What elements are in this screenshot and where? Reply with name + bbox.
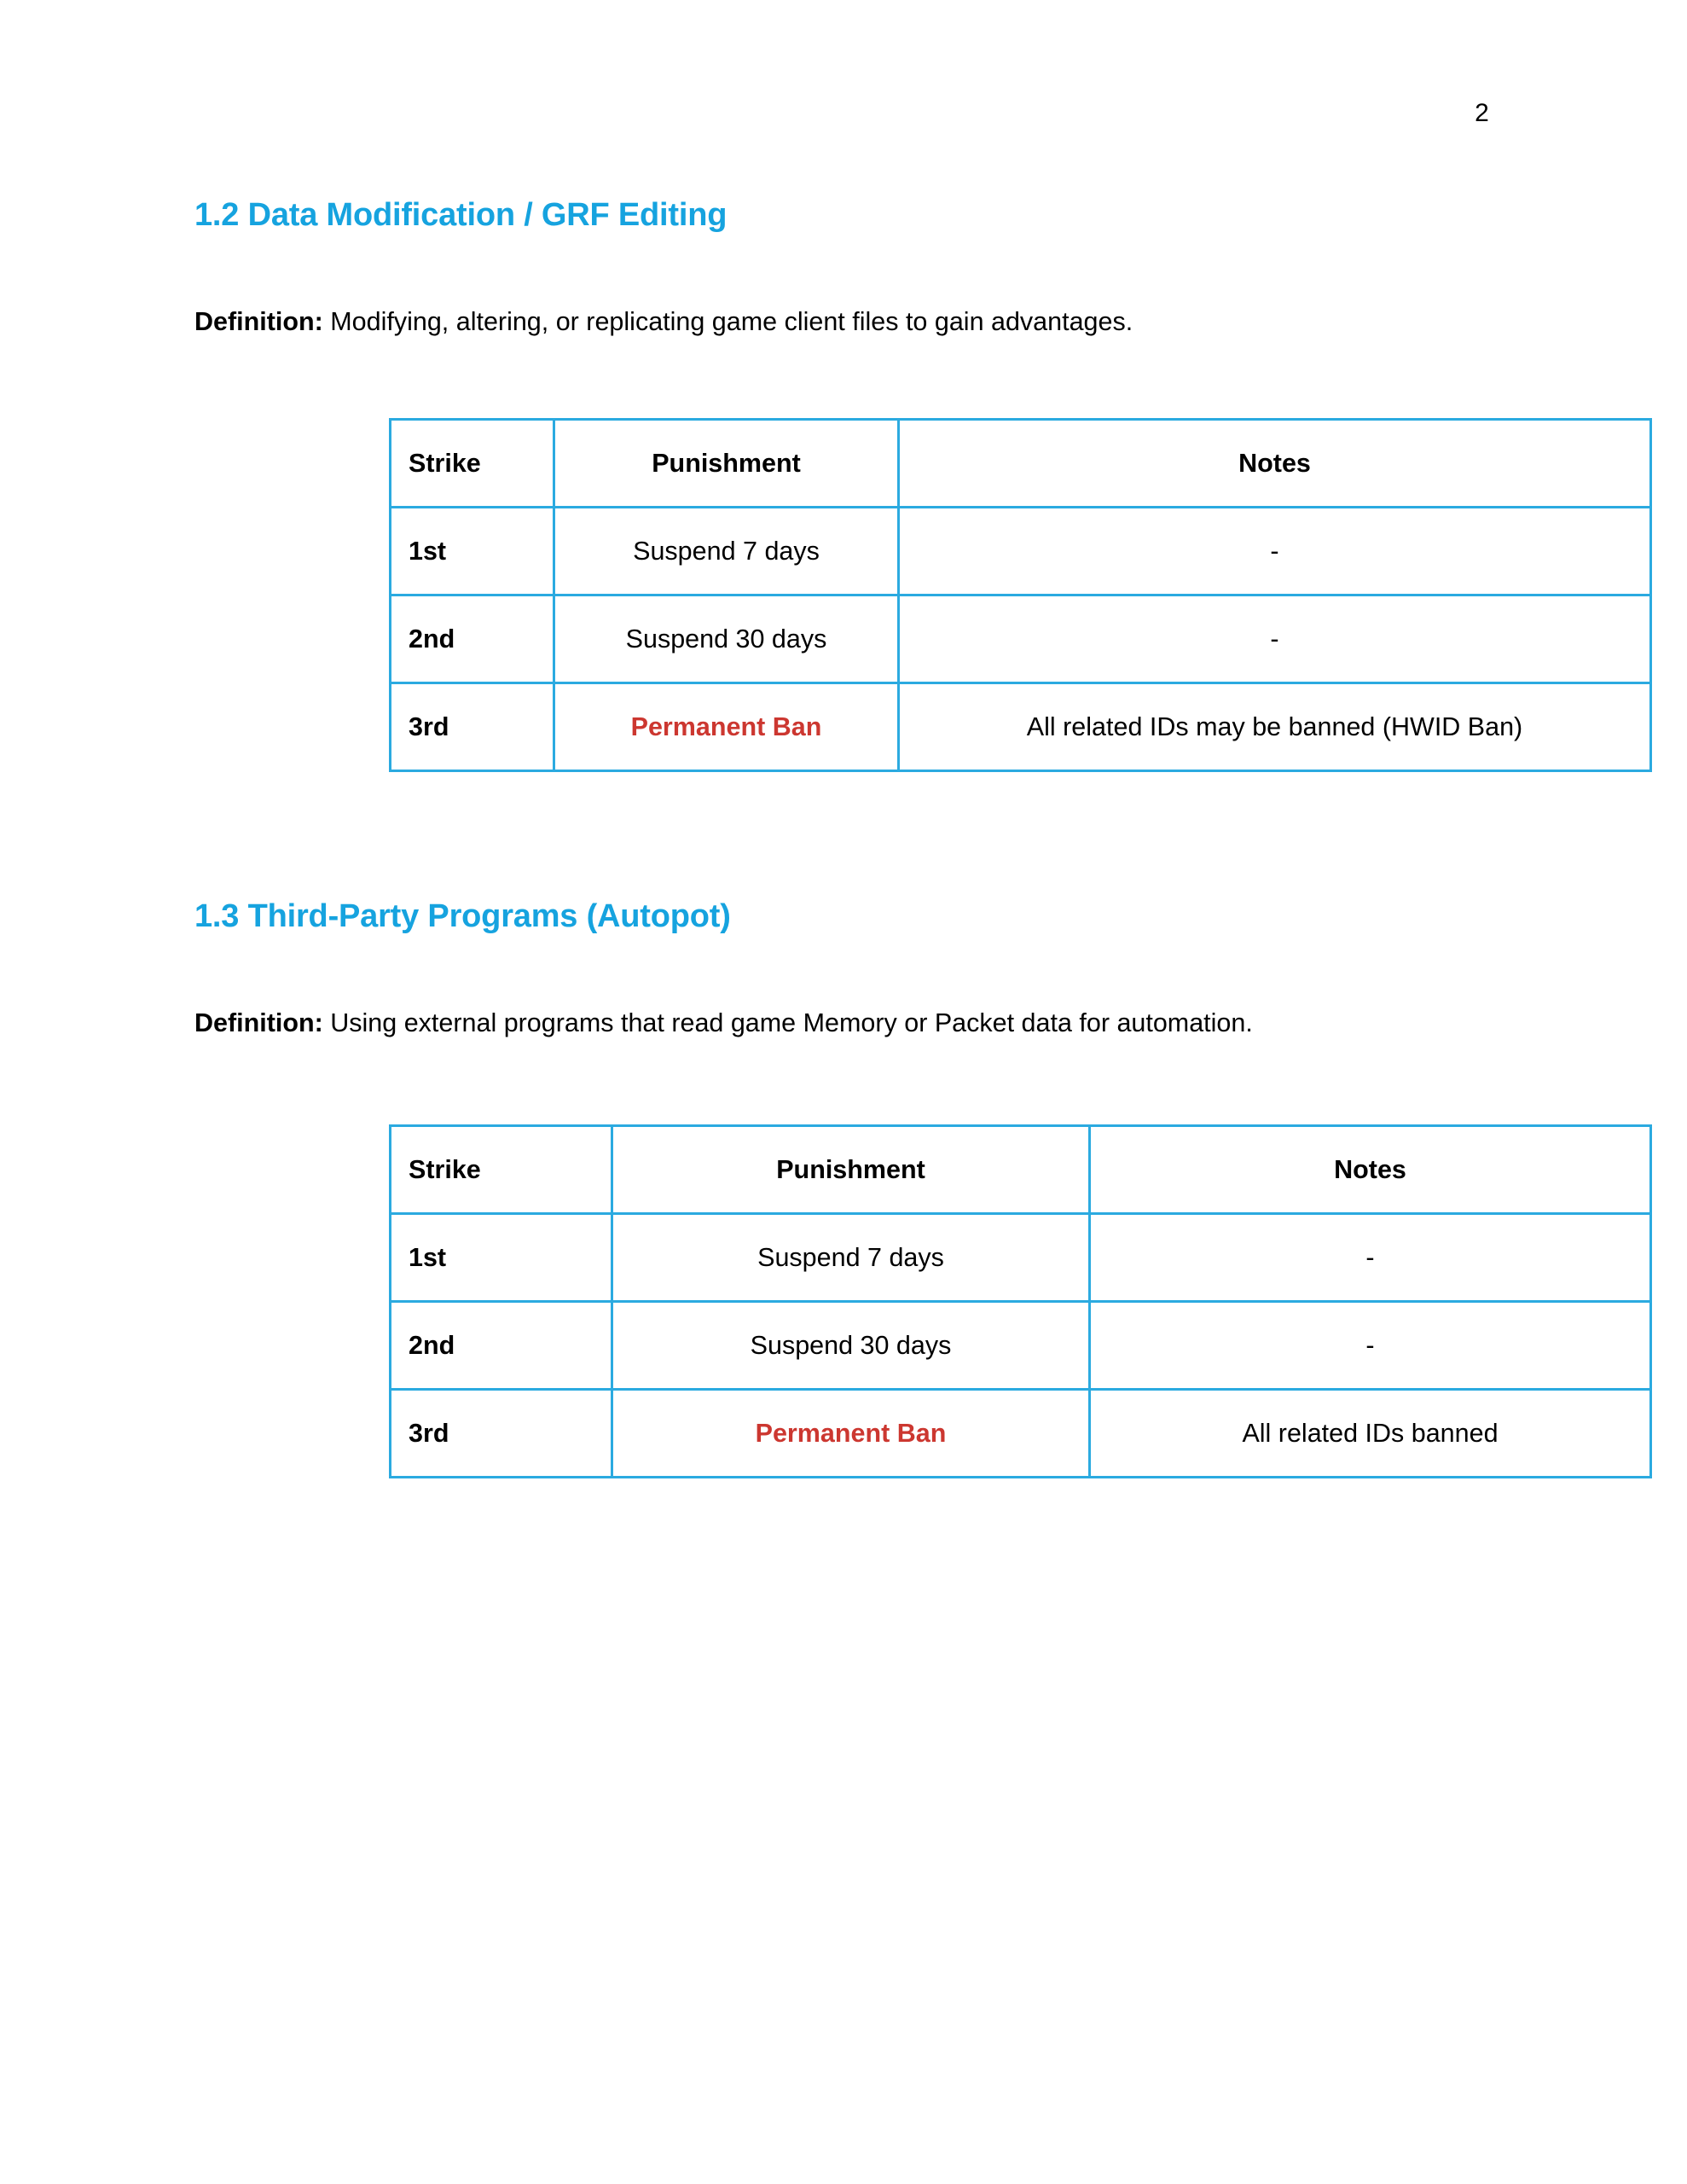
column-header-punishment: Punishment xyxy=(612,1126,1090,1214)
strike-table-1-2 xyxy=(389,418,1652,772)
table-row xyxy=(391,1302,1651,1390)
column-header-notes: Notes xyxy=(1090,1126,1651,1214)
definition-paragraph-1-3 xyxy=(194,1007,1253,1041)
table-header-row xyxy=(391,420,1651,508)
table-row xyxy=(391,1390,1651,1478)
table-row xyxy=(391,1214,1651,1302)
definition-paragraph-1-2 xyxy=(194,305,1133,340)
cell-notes: All related IDs banned xyxy=(1090,1390,1651,1478)
cell-strike: 1st xyxy=(391,1214,612,1302)
strike-table-1-3 xyxy=(389,1124,1652,1478)
definition-label: Definition: xyxy=(194,1008,323,1037)
cell-punishment: Suspend 7 days xyxy=(554,508,899,595)
column-header-strike: Strike xyxy=(391,1126,612,1214)
cell-strike: 1st xyxy=(391,508,554,595)
table-header-row xyxy=(391,1126,1651,1214)
cell-punishment: Suspend 30 days xyxy=(554,595,899,683)
cell-punishment: Suspend 7 days xyxy=(612,1214,1090,1302)
column-header-strike: Strike xyxy=(391,420,554,508)
cell-punishment: Suspend 30 days xyxy=(612,1302,1090,1390)
cell-punishment-permanent-ban: Permanent Ban xyxy=(612,1390,1090,1478)
cell-notes: - xyxy=(899,595,1651,683)
page-number: 2 xyxy=(1475,99,1489,127)
cell-strike: 2nd xyxy=(391,1302,612,1390)
cell-punishment-permanent-ban: Permanent Ban xyxy=(554,683,899,771)
cell-notes: - xyxy=(1090,1302,1651,1390)
cell-strike: 3rd xyxy=(391,683,554,771)
section-heading-1-2: 1.2 Data Modification / GRF Editing xyxy=(194,197,728,233)
definition-text: Using external programs that read game Memory or Packet data for automation. xyxy=(322,1008,1253,1037)
table-row xyxy=(391,508,1651,595)
definition-label: Definition: xyxy=(194,307,323,336)
cell-notes: - xyxy=(1090,1214,1651,1302)
cell-notes: All related IDs may be banned (HWID Ban) xyxy=(899,683,1651,771)
column-header-punishment: Punishment xyxy=(554,420,899,508)
table-row xyxy=(391,595,1651,683)
column-header-notes: Notes xyxy=(899,420,1651,508)
cell-strike: 2nd xyxy=(391,595,554,683)
section-heading-1-3: 1.3 Third-Party Programs (Autopot) xyxy=(194,898,731,934)
cell-notes: - xyxy=(899,508,1651,595)
table-row xyxy=(391,683,1651,771)
definition-text: Modifying, altering, or replicating game client files to gain advantages. xyxy=(322,307,1133,336)
cell-strike: 3rd xyxy=(391,1390,612,1478)
